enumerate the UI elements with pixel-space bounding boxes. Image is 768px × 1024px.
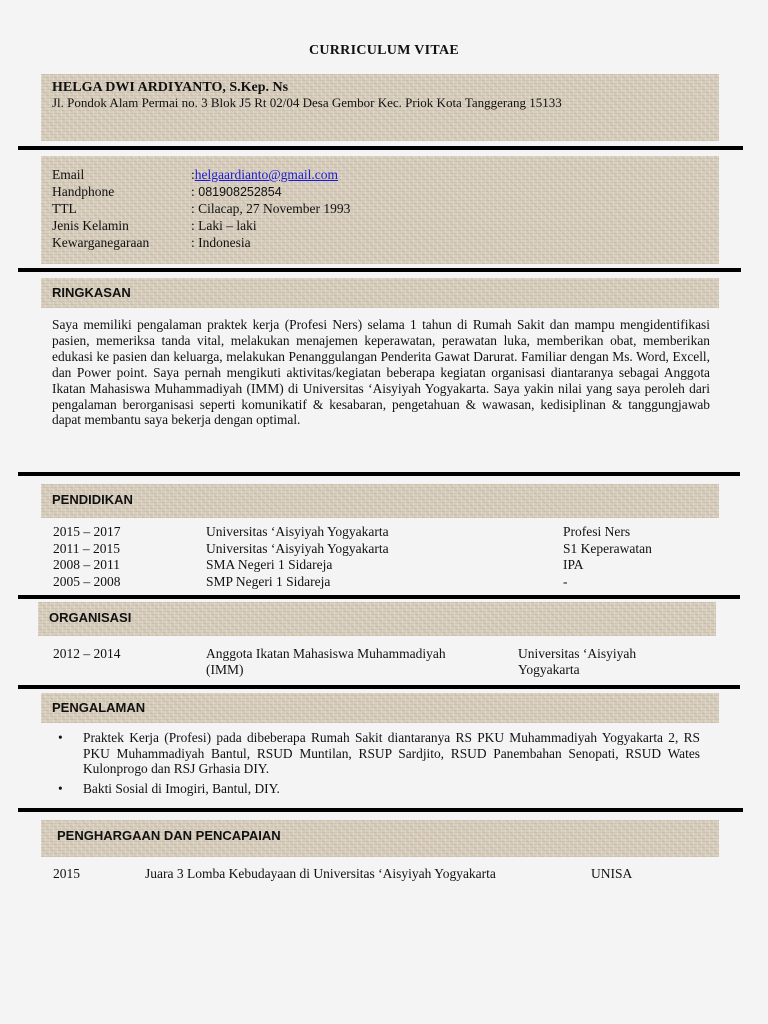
header-band bbox=[41, 74, 719, 141]
section-header-ringkasan bbox=[41, 278, 719, 308]
contact-value bbox=[191, 218, 257, 234]
edu-school: Universitas ‘Aisyiyah Yogyakarta bbox=[206, 524, 389, 539]
edu-school: SMA Negeri 1 Sidareja bbox=[206, 557, 333, 572]
edu-program: S1 Keperawatan bbox=[563, 541, 652, 556]
section-title: PENGHARGAAN DAN PENCAPAIAN bbox=[57, 828, 281, 843]
birth-info: Cilacap, 27 November 1993 bbox=[194, 201, 351, 216]
nationality: Indonesia bbox=[194, 235, 251, 250]
contact-label: Jenis Kelamin bbox=[52, 218, 129, 233]
candidate-name: HELGA DWI ARDIYANTO, S.Kep. Ns bbox=[52, 80, 289, 95]
contact-separator: : bbox=[191, 235, 195, 250]
org-place-line: Universitas ‘Aisyiyah bbox=[518, 646, 637, 661]
contact-separator: : bbox=[191, 218, 195, 233]
contact-value bbox=[191, 235, 251, 251]
award-org: UNISA bbox=[591, 866, 633, 881]
contact-label: Handphone bbox=[52, 184, 115, 199]
document-title: CURRICULUM VITAE bbox=[308, 43, 460, 58]
section-title: ORGANISASI bbox=[49, 610, 132, 625]
edu-program: Profesi Ners bbox=[563, 524, 631, 539]
divider bbox=[18, 685, 740, 689]
edu-school: SMP Negeri 1 Sidareja bbox=[206, 574, 331, 589]
org-role-line: Anggota Ikatan Mahasiswa Muhammadiyah bbox=[206, 646, 446, 661]
edu-years: 2015 – 2017 bbox=[53, 524, 121, 539]
candidate-address: Jl. Pondok Alam Permai no. 3 Blok J5 Rt 02/04 Desa Gembor Kec. Priok Kota Tanggerang 15133 bbox=[52, 95, 562, 110]
section-title: RINGKASAN bbox=[52, 285, 131, 300]
list-item bbox=[58, 730, 700, 777]
contact-value bbox=[191, 201, 350, 217]
phone-number: 081908252854 bbox=[194, 185, 282, 199]
section-title: PENDIDIKAN bbox=[52, 492, 133, 507]
bullet-icon: • bbox=[58, 780, 63, 796]
contact-value bbox=[191, 167, 338, 183]
edu-years: 2011 – 2015 bbox=[53, 541, 120, 556]
edu-school: Universitas ‘Aisyiyah Yogyakarta bbox=[206, 541, 389, 556]
gender: Laki – laki bbox=[194, 218, 257, 233]
contact-value bbox=[191, 184, 282, 200]
org-role-line: (IMM) bbox=[206, 662, 244, 677]
org-place-line: Yogyakarta bbox=[518, 662, 580, 677]
divider bbox=[18, 472, 740, 476]
contact-separator: : bbox=[191, 201, 195, 216]
experience-text: Praktek Kerja (Profesi) pada dibeberapa Rumah Sakit diantaranya RS PKU Muhammadiyah Yogyakarta 2, RS PKU Muhammadiyah Bantul, RSUD Muntilan, RSUP Sardjito, RSUD Panembahan Senopati, RSUD Wates Kulonprogo dan RSJ Grhasia DIY. bbox=[83, 730, 700, 777]
section-header-pendidikan bbox=[41, 484, 719, 518]
edu-program: - bbox=[563, 574, 568, 589]
award-year: 2015 bbox=[53, 866, 80, 881]
experience-text: Bakti Sosial di Imogiri, Bantul, DIY. bbox=[83, 780, 280, 796]
divider bbox=[18, 268, 741, 272]
section-title: PENGALAMAN bbox=[52, 700, 146, 715]
edu-program: IPA bbox=[563, 557, 584, 572]
divider bbox=[18, 146, 743, 150]
email-link[interactable]: helgaardianto@gmail.com bbox=[194, 167, 339, 182]
section-header-organisasi bbox=[38, 602, 716, 636]
contact-separator: : bbox=[191, 167, 195, 182]
divider bbox=[18, 595, 740, 599]
contact-label: Kewarganegaraan bbox=[52, 235, 150, 250]
section-header-pengalaman bbox=[41, 693, 719, 723]
edu-years: 2005 – 2008 bbox=[53, 574, 121, 589]
contact-band bbox=[41, 156, 719, 264]
bullet-icon: • bbox=[58, 730, 63, 745]
award-title: Juara 3 Lomba Kebudayaan di Universitas ‘Aisyiyah Yogyakarta bbox=[145, 866, 496, 881]
list-item bbox=[58, 781, 700, 797]
contact-separator: : bbox=[191, 184, 195, 199]
section-header-penghargaan bbox=[41, 820, 719, 857]
contact-label: Email bbox=[52, 167, 85, 182]
divider bbox=[18, 808, 743, 812]
org-years: 2012 – 2014 bbox=[53, 646, 121, 661]
contact-label: TTL bbox=[52, 201, 77, 216]
edu-years: 2008 – 2011 bbox=[53, 557, 120, 572]
experience-list bbox=[58, 730, 700, 800]
summary-paragraph: Saya memiliki pengalaman praktek kerja (Profesi Ners) selama 1 tahun di Rumah Sakit dan mampu mengidentifikasi pasien, memeriksa tanda vital, melakukan menajemen keperawatan, perawatan luka, memberikan obat, memberikan edukasi ke pasien dan keluarga, melakukan Penanggulangan Penderita Gawat Darurat. Familiar dengan Ms. Word, Excell, dan Power point. Saya pernah mengikuti aktivitas/kegiatan beberapa kegiatan organisasi diantaranya sebagai Anggota Ikatan Mahasiswa Muhammadiyah (IMM) di Universitas ‘Aisyiyah Yogyakarta. Saya yakin nilai yang saya peroleh dari pengalaman berorganisasi seperti komunikatif & kesabaran, pengetahuan & wawasan, kedisiplinan & tanggungjawab dapat membantu saya bekerja dengan optimal. bbox=[52, 317, 710, 428]
